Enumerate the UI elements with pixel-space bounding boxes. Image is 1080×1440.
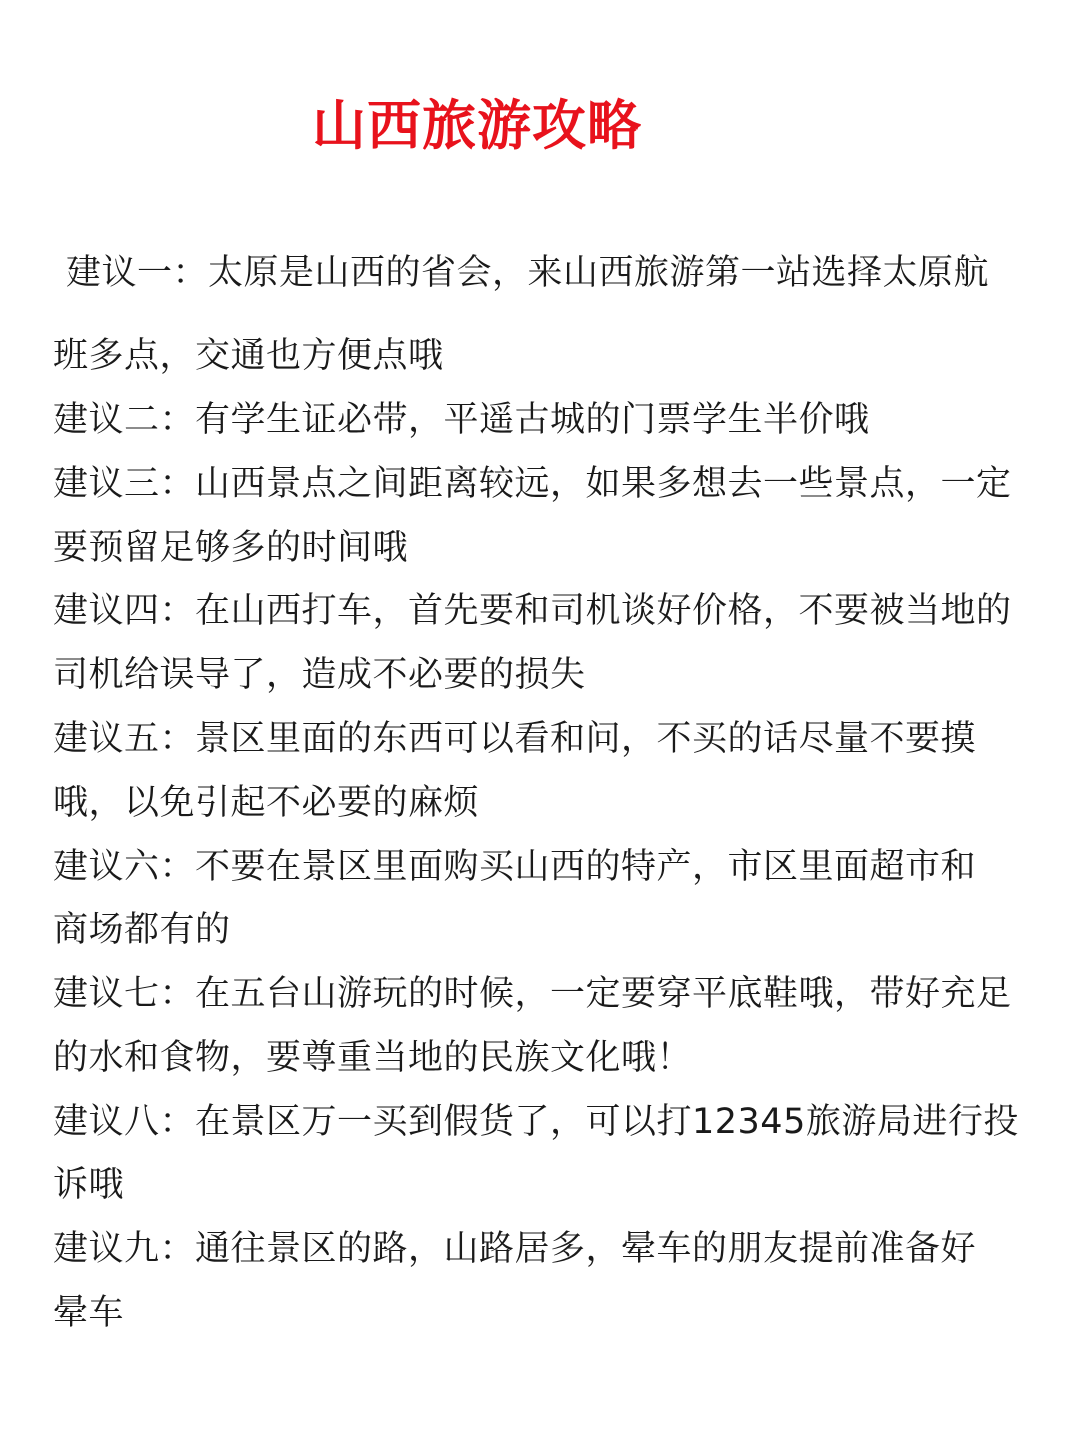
text-line: 建议六：不要在景区里面购买山西的特产，市区里面超市和 xyxy=(53,847,977,887)
text-line: 的水和食物，要尊重当地的民族文化哦！ xyxy=(53,1038,693,1078)
text-line: 建议七：在五台山游玩的时候，一定要穿平底鞋哦，带好充足 xyxy=(53,974,1012,1014)
text-line: 哦，以免引起不必要的麻烦 xyxy=(53,783,480,823)
text-line: 商场都有的 xyxy=(53,910,231,950)
text-line: 建议五：景区里面的东西可以看和问，不买的话尽量不要摸 xyxy=(53,719,977,759)
text-line: 要预留足够多的时间哦 xyxy=(53,528,409,568)
text-line: 建议一：太原是山西的省会，来山西旅游第一站选择太原航 xyxy=(66,253,990,293)
text-line: 晕车 xyxy=(53,1293,125,1333)
page-title: 山西旅游攻略 xyxy=(312,94,642,157)
text-line: 建议三：山西景点之间距离较远，如果多想去一些景点，一定 xyxy=(53,464,1012,504)
text-line: 建议八：在景区万一买到假货了，可以打12345旅游局进行投 xyxy=(53,1102,1019,1142)
text-line: 建议四：在山西打车，首先要和司机谈好价格，不要被当地的 xyxy=(53,591,1012,631)
text-line: 司机给误导了，造成不必要的损失 xyxy=(53,655,586,695)
text-line: 诉哦 xyxy=(53,1165,125,1205)
text-line: 班多点，交通也方便点哦 xyxy=(53,336,444,376)
text-line: 建议二：有学生证必带，平遥古城的门票学生半价哦 xyxy=(53,400,870,440)
text-line: 建议九：通往景区的路，山路居多，晕车的朋友提前准备好 xyxy=(53,1229,977,1269)
